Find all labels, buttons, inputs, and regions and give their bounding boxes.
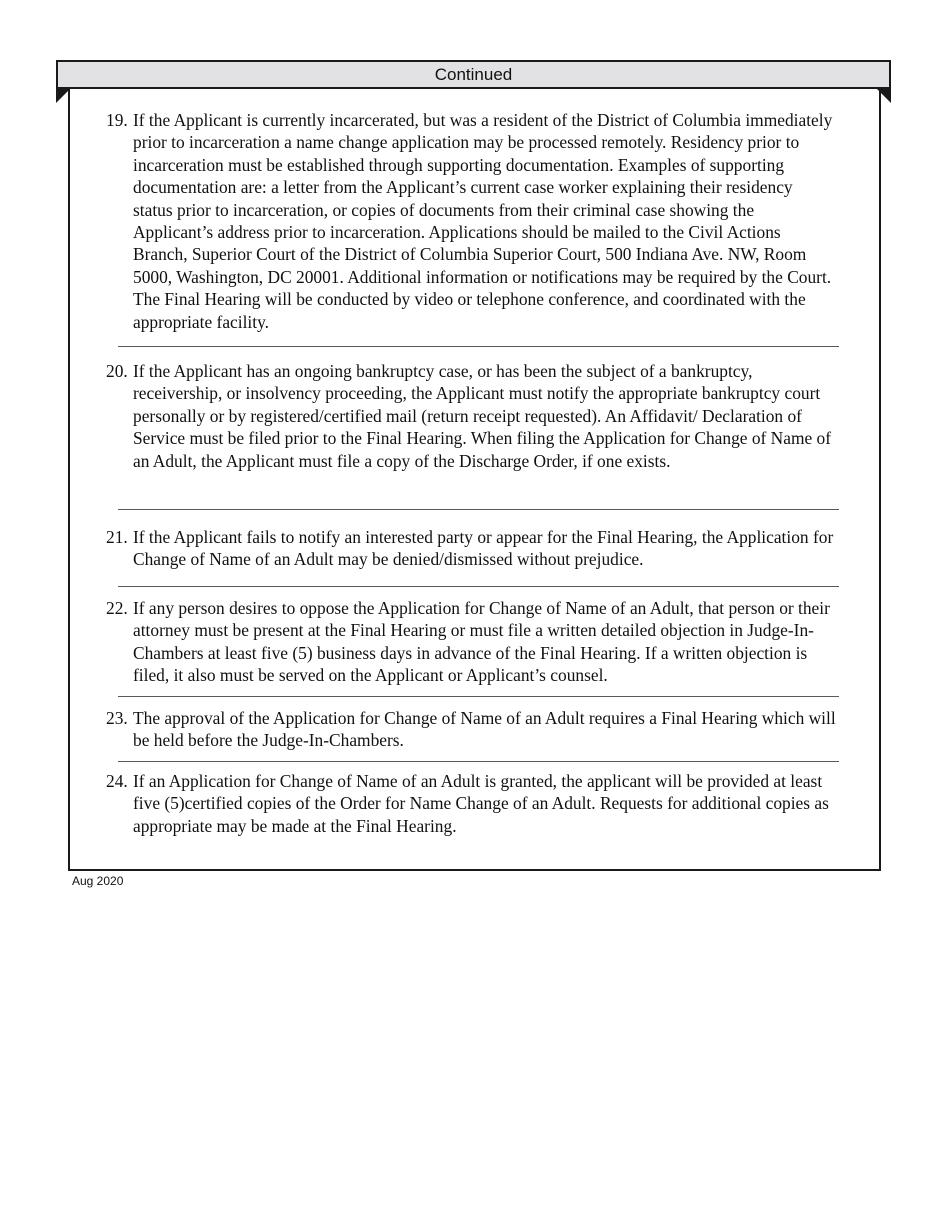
item-text: If any person desires to oppose the Application for Change of Name of an Adult, that person or their attorney must be present at the Final Hearing or must file a written detailed objection in Judge-In-Chambers at least five (5) business days in advance of the Final Hearing. If a written objection is filed, it also must be served on the Applicant or Applicant’s counsel. <box>133 598 830 686</box>
divider <box>118 346 839 347</box>
section-header-title: Continued <box>434 65 513 84</box>
divider <box>118 696 839 697</box>
divider <box>118 586 839 587</box>
item-text: If an Application for Change of Name of an Adult is granted, the applicant will be provided at least five (5)certified copies of the Order for Name Change of an Adult. Requests for additional copies as appropriate may be made at the Final Hearing. <box>133 771 829 836</box>
item-text: If the Applicant fails to notify an interested party or appear for the Final Hearing, the Application for Change of Name of an Adult may be denied/dismissed without prejudice. <box>133 527 834 570</box>
list-item-20 <box>106 360 836 472</box>
divider <box>118 509 839 510</box>
item-number: 21. <box>106 527 128 547</box>
list-item-21 <box>106 526 836 571</box>
item-number: 20. <box>106 361 128 381</box>
item-number: 24. <box>106 771 128 791</box>
list-item-24 <box>106 770 836 837</box>
revision-date: Aug 2020 <box>72 874 124 888</box>
divider <box>118 761 839 762</box>
item-text: If the Applicant is currently incarcerated, but was a resident of the District of Columbia immediately prior to incarceration a name change application may be processed remotely. Residency prior to incarceration must be established through supporting documentation. Examples of supporting documentation are: a letter from the Applicant’s current case worker explaining their residency status prior to incarceration, or copies of documents from their criminal case showing the Applicant’s address prior to incarceration. Applications should be mailed to the Civil Actions Branch, Superior Court of the District of Columbia Superior Court, 500 Indiana Ave. NW, Room 5000, Washington, DC 20001. Additional information or notifications may be required by the Court. The Final Hearing will be conducted by video or telephone conference, and coordinated with the appropriate facility. <box>133 110 833 332</box>
list-item-23 <box>106 707 836 752</box>
section-header <box>56 60 891 89</box>
item-number: 23. <box>106 708 128 728</box>
item-number: 22. <box>106 598 128 618</box>
item-text: If the Applicant has an ongoing bankruptcy case, or has been the subject of a bankruptcy, receivership, or insolvency proceeding, the Applicant must notify the appropriate bankruptcy court personally or by registered/certified mail (return receipt requested). An Affidavit/ Declaration of Service must be filed prior to the Final Hearing. When filing the Application for Change of Name of an Adult, the Applicant must file a copy of the Discharge Order, if one exists. <box>133 361 832 471</box>
list-item-22 <box>106 597 836 687</box>
item-text: The approval of the Application for Change of Name of an Adult requires a Final Hearing which will be held before the Judge-In-Chambers. <box>133 708 836 751</box>
list-item-19 <box>106 109 836 333</box>
item-number: 19. <box>106 110 128 130</box>
